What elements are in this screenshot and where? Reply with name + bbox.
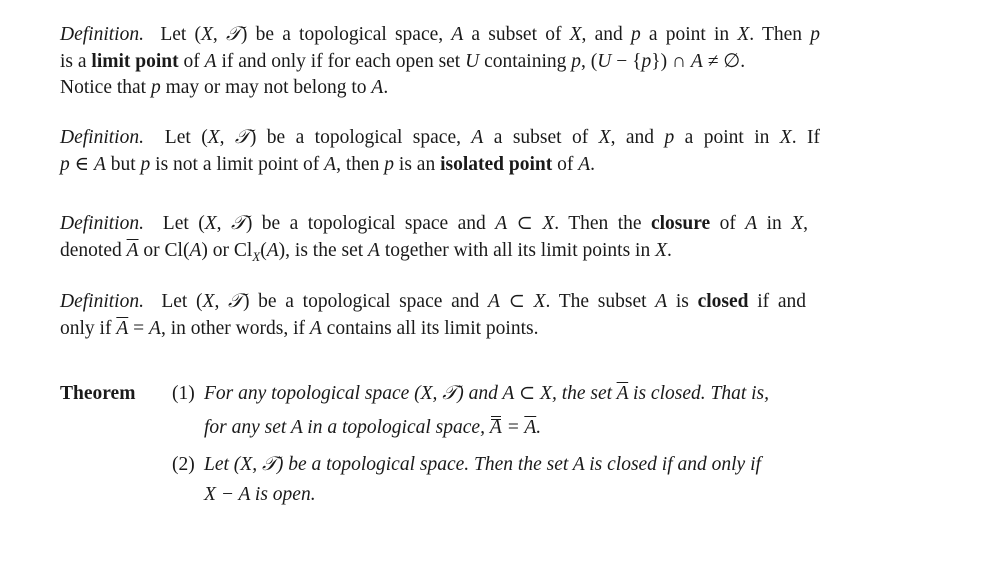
theorem-item-number: (2)	[172, 454, 195, 475]
theorem-item-body	[204, 482, 816, 508]
theorem-line: X − A is open.	[204, 484, 316, 505]
definition-line: Definition. Let (X, 𝒯) be a topological space and A ⊂ X. The subset A is closed if and	[60, 291, 806, 312]
term-limit-point: limit point	[91, 50, 179, 72]
definition-label: Definition.	[60, 291, 144, 312]
definition-line: is a limit point of A if and only if for each open set U containing p, (U − {p}) ∩ A ≠ ∅.	[60, 50, 746, 72]
definition-closure	[60, 211, 808, 270]
definition-label: Definition.	[60, 213, 144, 234]
theorem-line: for any set A in a topological space, $A = \overline{A}$.	[204, 415, 816, 441]
definition-isolated-point	[60, 125, 820, 178]
definition-limit-point	[60, 22, 820, 102]
theorem-item-body	[204, 415, 816, 441]
theorem-line: For any topological space (X, 𝒯) and A ⊂ X, the set $\overline{A}$ is closed. That is,	[204, 383, 770, 404]
definition-line: denoted $\overline{A}$ or Cl(A) or $Cl_X(A)$, is the set A together with all its limit points in X.	[60, 239, 672, 264]
theorem-item-number: (1)	[172, 383, 195, 404]
theorem-item-body	[204, 381, 816, 407]
definition-line: Notice that p may or may not belong to A.	[60, 77, 389, 98]
term-closure: closure	[650, 213, 711, 234]
definition-line: Definition. Let (X, 𝒯) be a topological space and A ⊂ X. Then the closure of A in X,	[60, 213, 809, 234]
theorem-line: Let (X, 𝒯) be a topological space. Then the set A is closed if and only if	[204, 454, 761, 475]
definition-line: Definition. Let (X, 𝒯) be a topological space, A a subset of X, and p a point in X. If	[60, 127, 820, 148]
definition-label: Definition.	[60, 24, 144, 45]
definition-line: p ∈ A but p is not a limit point of A, then p is an isolated point of A.	[60, 153, 596, 175]
theorem-label: Theorem	[60, 383, 136, 404]
definition-line: Definition. Let (X, 𝒯) be a topological space, A a subset of X, and p a point in X. Then p	[60, 24, 820, 45]
definition-label: Definition.	[60, 127, 144, 148]
term-closed: closed	[697, 291, 749, 312]
definition-line: only if $\overline{A} = A$, in other words, if A contains all its limit points.	[60, 317, 539, 339]
theorem-item-body	[204, 452, 816, 478]
term-isolated-point: isolated point	[440, 153, 553, 175]
definition-closed	[60, 289, 806, 342]
